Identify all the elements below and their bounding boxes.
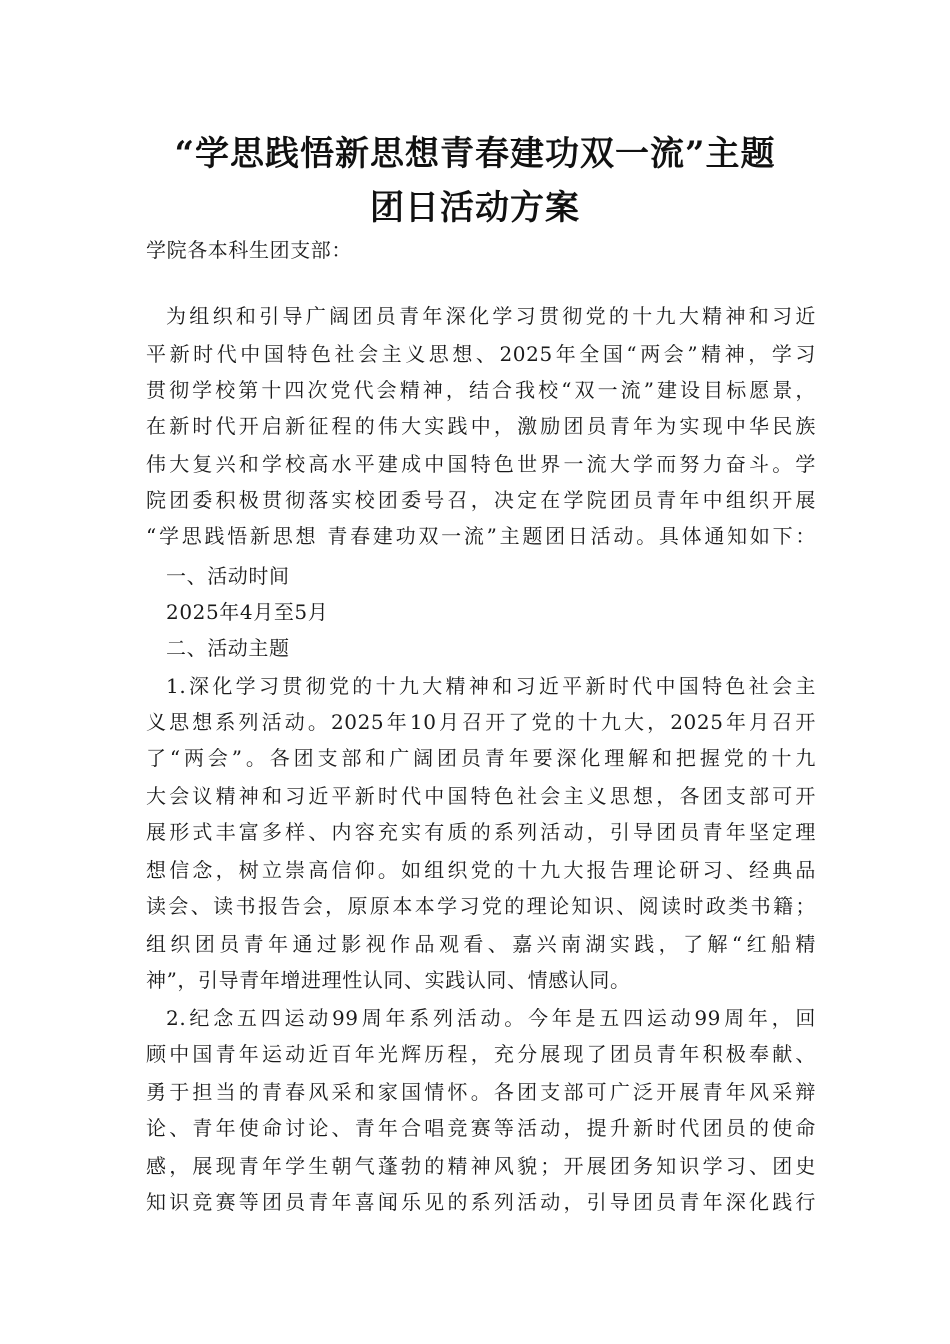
paragraph-line: 展形式丰富多样、内容充实有质的系列活动，引导团员青年坚定理 bbox=[146, 820, 816, 844]
section-heading-time: 一、活动时间 bbox=[166, 564, 290, 588]
paragraph-line: “学思践悟新思想 青春建功双一流”主题团日活动。具体通知如下： bbox=[146, 524, 816, 548]
paragraph-line: 大会议精神和习近平新时代中国特色社会主义思想，各团支部可开 bbox=[146, 784, 816, 808]
paragraph-line: 勇于担当的青春风采和家国情怀。各团支部可广泛开展青年风采辩 bbox=[146, 1080, 816, 1104]
paragraph-line: 论、青年使命讨论、青年合唱竞赛等活动，提升新时代团员的使命 bbox=[146, 1116, 816, 1140]
document-title-line-2: 团日活动方案 bbox=[370, 188, 580, 228]
paragraph-line: 知识竞赛等团员青年喜闻乐见的系列活动，引导团员青年深化践行 bbox=[146, 1190, 816, 1214]
paragraph-line: 组织团员青年通过影视作品观看、嘉兴南湖实践，了解“红船精 bbox=[146, 932, 816, 956]
paragraph-line: 感，展现青年学生朝气蓬勃的精神风貌；开展团务知识学习、团史 bbox=[146, 1154, 816, 1178]
paragraph-line: 伟大复兴和学校高水平建成中国特色世界一流大学而努力奋斗。学 bbox=[146, 452, 816, 476]
paragraph-line: 想信念，树立崇高信仰。如组织党的十九大报告理论研习、经典品 bbox=[146, 858, 816, 882]
paragraph-line: 贯彻学校第十四次党代会精神，结合我校“双一流”建设目标愿景， bbox=[146, 378, 816, 402]
paragraph-line: 平新时代中国特色社会主义思想、2025年全国“两会”精神，学习 bbox=[146, 342, 816, 366]
paragraph-line: 1.深化学习贯彻党的十九大精神和习近平新时代中国特色社会主 bbox=[166, 674, 816, 698]
paragraph-line: 顾中国青年运动近百年光辉历程，充分展现了团员青年积极奉献、 bbox=[146, 1042, 816, 1066]
paragraph-line: 在新时代开启新征程的伟大实践中，激励团员青年为实现中华民族 bbox=[146, 414, 816, 438]
paragraph-line: 院团委积极贯彻落实校团委号召，决定在学院团员青年中组织开展 bbox=[146, 488, 816, 512]
salutation: 学院各本科生团支部： bbox=[146, 238, 352, 262]
paragraph-line: 了“两会”。各团支部和广阔团员青年要深化理解和把握党的十九 bbox=[146, 746, 816, 770]
activity-period: 2025年4月至5月 bbox=[166, 600, 329, 624]
paragraph-line: 2.纪念五四运动99周年系列活动。今年是五四运动99周年，回 bbox=[166, 1006, 816, 1030]
paragraph-line: 神”，引导青年增进理性认同、实践认同、情感认同。 bbox=[146, 968, 631, 992]
paragraph-line: 读会、读书报告会，原原本本学习党的理论知识、阅读时政类书籍； bbox=[146, 894, 816, 918]
section-heading-theme: 二、活动主题 bbox=[166, 636, 290, 660]
paragraph-line: 义思想系列活动。2025年10月召开了党的十九大，2025年月召开 bbox=[146, 710, 816, 734]
paragraph-line: 为组织和引导广阔团员青年深化学习贯彻党的十九大精神和习近 bbox=[166, 304, 816, 328]
document-title-line-1: “学思践悟新思想青春建功双一流”主题 bbox=[174, 134, 776, 174]
